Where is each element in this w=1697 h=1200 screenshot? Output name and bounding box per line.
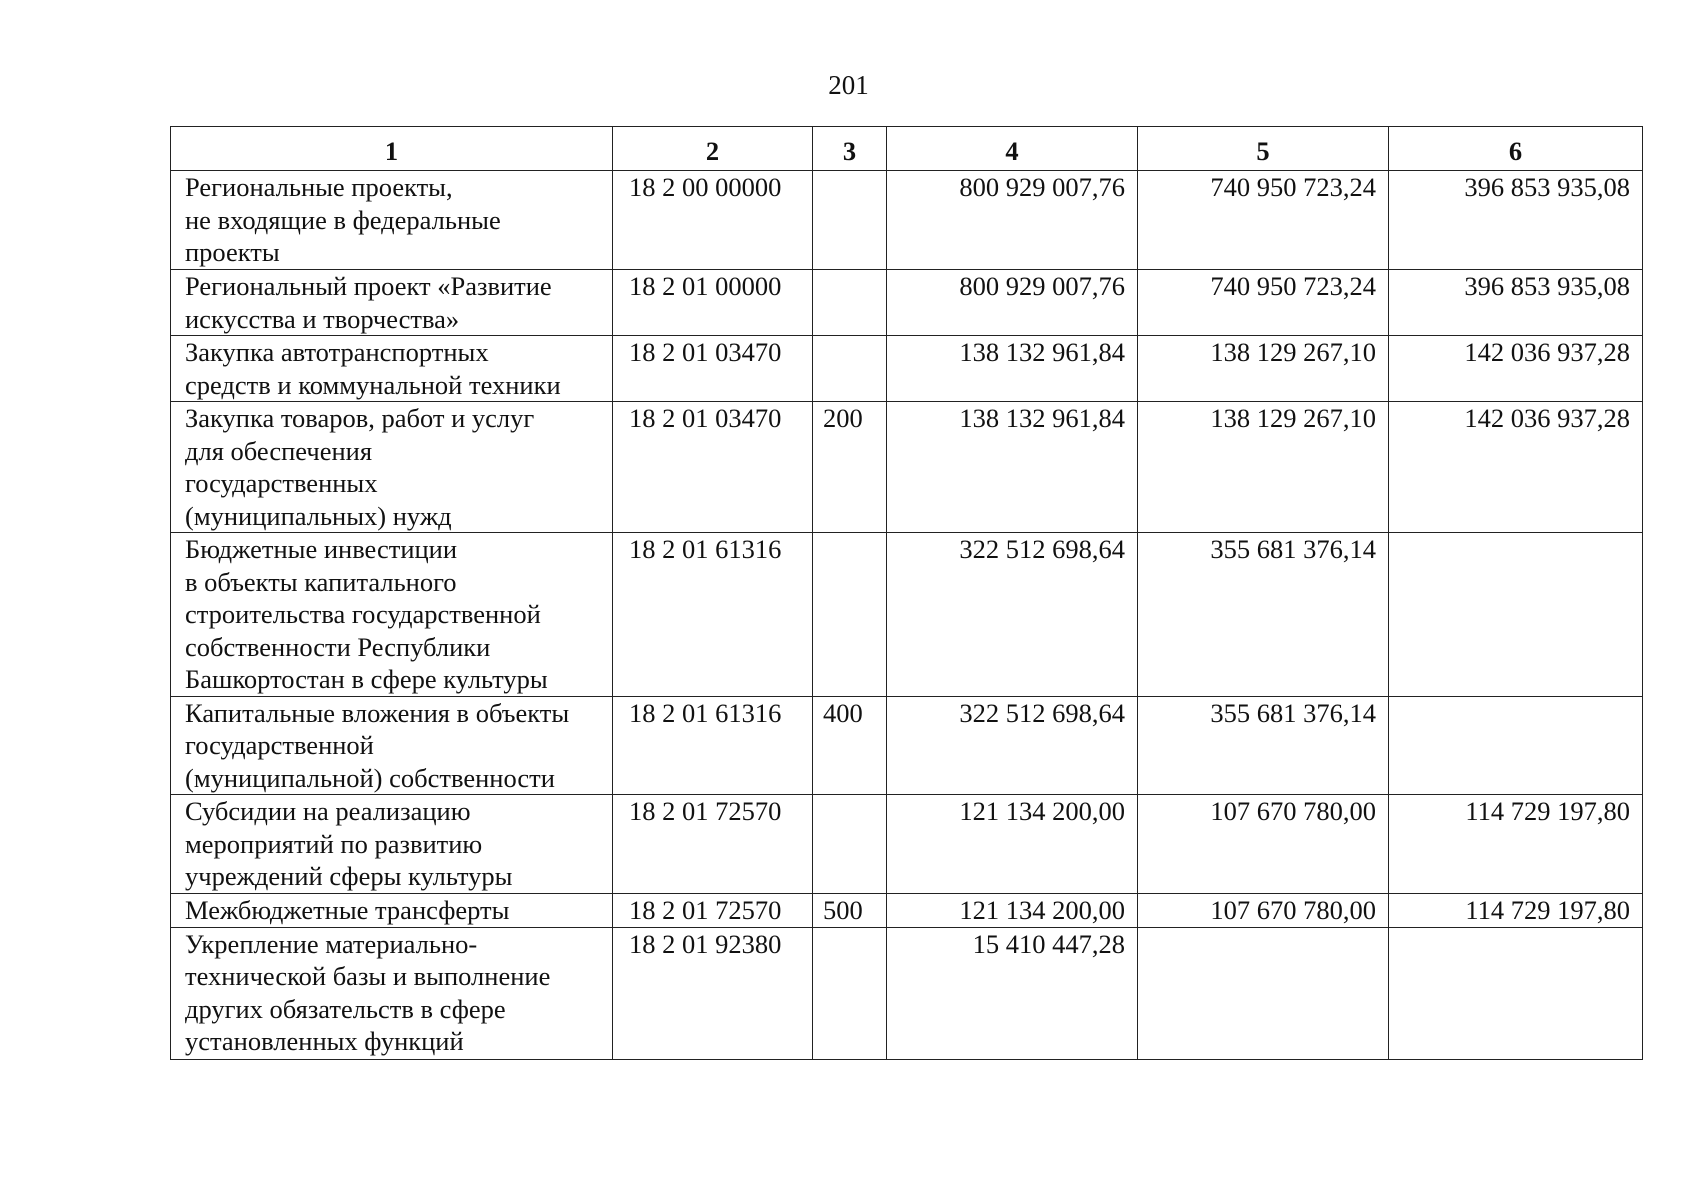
row-type: 200 xyxy=(813,402,887,533)
row-code: 18 2 01 03470 xyxy=(613,336,813,402)
row-code: 18 2 01 00000 xyxy=(613,270,813,336)
row-name: Региональный проект «Развитие искусства и творчества» xyxy=(171,270,613,336)
row-type xyxy=(813,533,887,697)
budget-table xyxy=(170,126,1643,1060)
row-name: Бюджетные инвестиции в объекты капитального строительства государственной собственности Республики Башкортостан в сфере культуры xyxy=(171,533,613,697)
row-code: 18 2 01 03470 xyxy=(613,402,813,533)
row-amount-5: 355 681 376,14 xyxy=(1138,696,1389,795)
row-code: 18 2 01 61316 xyxy=(613,533,813,697)
row-amount-6 xyxy=(1389,696,1643,795)
row-code: 18 2 00 00000 xyxy=(613,171,813,270)
row-type xyxy=(813,270,887,336)
row-name: Укрепление материально- технической базы и выполнение других обязательств в сфере установленных функций xyxy=(171,927,613,1059)
table-row xyxy=(171,533,1643,697)
row-amount-6: 142 036 937,28 xyxy=(1389,402,1643,533)
page-number: 201 xyxy=(828,70,869,100)
row-amount-5: 107 670 780,00 xyxy=(1138,893,1389,927)
row-amount-6 xyxy=(1389,927,1643,1059)
row-name: Закупка товаров, работ и услуг для обеспечения государственных (муниципальных) нужд xyxy=(171,402,613,533)
table-row xyxy=(171,927,1643,1059)
row-type xyxy=(813,927,887,1059)
header-row xyxy=(171,127,1643,171)
row-amount-6: 142 036 937,28 xyxy=(1389,336,1643,402)
row-code: 18 2 01 72570 xyxy=(613,893,813,927)
row-amount-5 xyxy=(1138,927,1389,1059)
row-name: Межбюджетные трансферты xyxy=(171,893,613,927)
row-code: 18 2 01 72570 xyxy=(613,795,813,894)
header-cell-6: 6 xyxy=(1389,127,1643,171)
row-amount-6: 114 729 197,80 xyxy=(1389,795,1643,894)
row-amount-6 xyxy=(1389,533,1643,697)
row-amount-6: 396 853 935,08 xyxy=(1389,270,1643,336)
row-type xyxy=(813,795,887,894)
row-amount-4: 322 512 698,64 xyxy=(887,533,1138,697)
row-type xyxy=(813,336,887,402)
table-row xyxy=(171,893,1643,927)
row-amount-6: 396 853 935,08 xyxy=(1389,171,1643,270)
row-amount-6: 114 729 197,80 xyxy=(1389,893,1643,927)
row-amount-4: 322 512 698,64 xyxy=(887,696,1138,795)
table-row xyxy=(171,795,1643,894)
row-amount-4: 800 929 007,76 xyxy=(887,171,1138,270)
row-name: Закупка автотранспортных средств и коммунальной техники xyxy=(171,336,613,402)
row-code: 18 2 01 61316 xyxy=(613,696,813,795)
header-cell-2: 2 xyxy=(613,127,813,171)
row-amount-4: 800 929 007,76 xyxy=(887,270,1138,336)
row-amount-4: 15 410 447,28 xyxy=(887,927,1138,1059)
table-row xyxy=(171,696,1643,795)
row-type xyxy=(813,171,887,270)
row-amount-5: 138 129 267,10 xyxy=(1138,336,1389,402)
row-type: 500 xyxy=(813,893,887,927)
row-type: 400 xyxy=(813,696,887,795)
row-amount-4: 138 132 961,84 xyxy=(887,402,1138,533)
row-amount-5: 740 950 723,24 xyxy=(1138,270,1389,336)
row-amount-5: 107 670 780,00 xyxy=(1138,795,1389,894)
header-cell-1: 1 xyxy=(171,127,613,171)
header-cell-3: 3 xyxy=(813,127,887,171)
header-cell-5: 5 xyxy=(1138,127,1389,171)
table-row xyxy=(171,336,1643,402)
row-name: Региональные проекты, не входящие в федеральные проекты xyxy=(171,171,613,270)
row-amount-4: 121 134 200,00 xyxy=(887,893,1138,927)
table-row xyxy=(171,402,1643,533)
row-amount-4: 121 134 200,00 xyxy=(887,795,1138,894)
header-cell-4: 4 xyxy=(887,127,1138,171)
row-name: Субсидии на реализацию мероприятий по развитию учреждений сферы культуры xyxy=(171,795,613,894)
row-name: Капитальные вложения в объекты государственной (муниципальной) собственности xyxy=(171,696,613,795)
row-amount-5: 138 129 267,10 xyxy=(1138,402,1389,533)
table-row xyxy=(171,270,1643,336)
row-amount-5: 740 950 723,24 xyxy=(1138,171,1389,270)
row-amount-5: 355 681 376,14 xyxy=(1138,533,1389,697)
row-code: 18 2 01 92380 xyxy=(613,927,813,1059)
row-amount-4: 138 132 961,84 xyxy=(887,336,1138,402)
table-row xyxy=(171,171,1643,270)
